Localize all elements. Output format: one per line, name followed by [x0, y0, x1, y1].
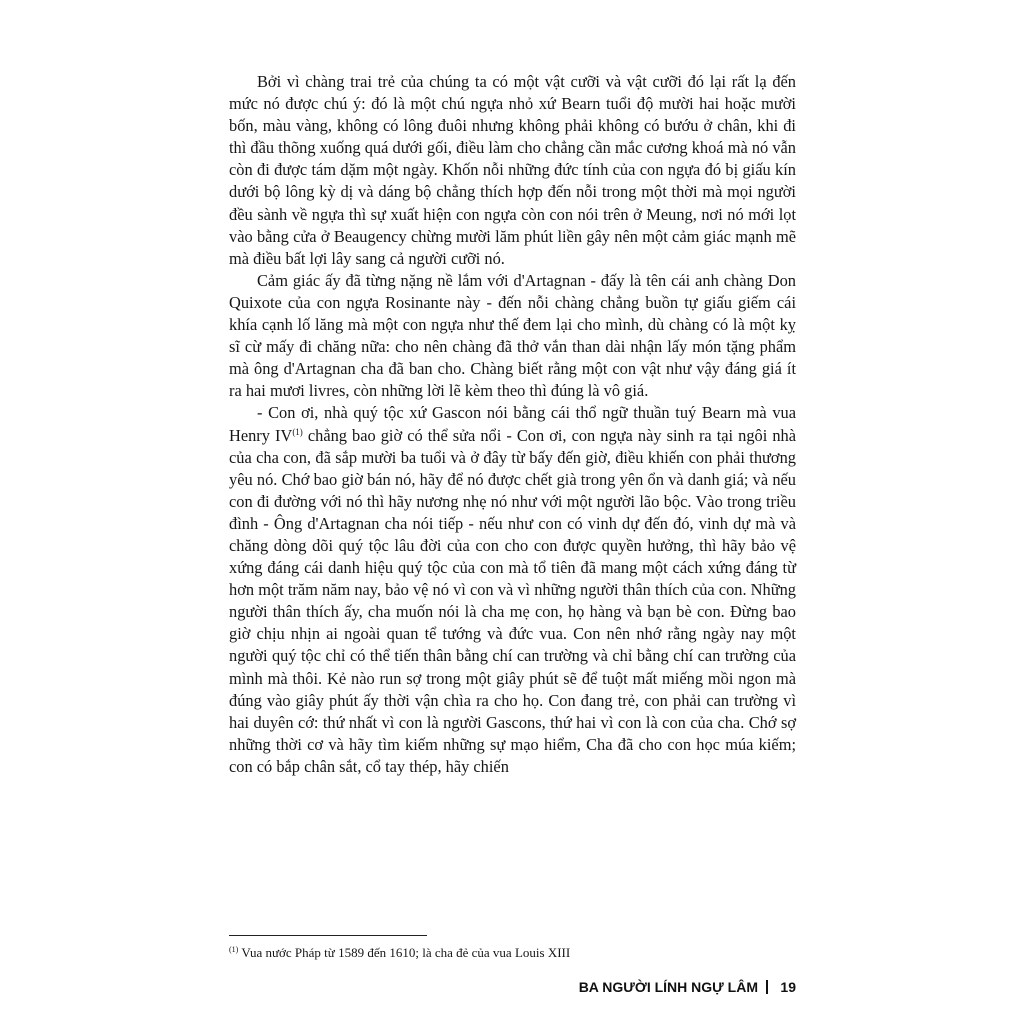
footnote — [229, 945, 796, 961]
paragraph-3-speech — [229, 402, 796, 778]
running-footer — [540, 977, 796, 997]
page-number: 19 — [780, 979, 796, 995]
running-title: BA NGƯỜI LÍNH NGỰ LÂM — [578, 979, 758, 995]
paragraph-2: Cảm giác ấy đã từng nặng nề lắm với d'Artagnan - đấy là tên cái anh chàng Don Quixote của con ngựa Rosinante này - đến nỗi chàng chẳng buồn tự giấu giếm cái khía cạnh lố lăng mà một con ngựa như thế đem lại cho mình, dù chàng có là một kỵ sĩ cừ mấy đi chăng nữa: cho nên chàng đã thở vắn than dài nhận lấy món tặng phẩm mà ông d'Artagnan cha đã ban cho. Chàng biết rằng một con vật như vậy đáng giá ít ra hai mươi livres, còn những lời lẽ kèm theo thì đúng là vô giá. — [229, 270, 796, 401]
speech-before-note: - Con ơi, nhà quý tộc xứ Gascon nói bằng cái thổ ngữ thuần tuý Bearn mà vua Henry IV — [229, 403, 796, 445]
footnote-divider — [229, 935, 427, 936]
footer-separator — [766, 980, 768, 994]
footnote-marker: (1) — [229, 945, 239, 954]
paragraph-1: Bởi vì chàng trai trẻ của chúng ta có một vật cưỡi và vật cưỡi đó lại rất lạ đến mức nó được chú ý: đó là một chú ngựa nhỏ xứ Bearn tuổi độ mười hai hoặc mười bốn, màu vàng, không có lông đuôi nhưng không phải không có bướu ở chân, khi đi thì đầu thõng xuống quá dưới gối, điều làm cho chẳng cần mắc cương khoá mà nó vẫn còn đi được tám dặm một ngày. Khốn nỗi những đức tính của con ngựa đó bị giấu kín dưới bộ lông kỳ dị và dáng bộ chẳng thích hợp đến nỗi trong một thời mà mọi người đều sành về ngựa thì sự xuất hiện con ngựa còn con nói trên ở Meung, nơi nó mới lọt vào bằng cửa ở Beaugency chừng mười lăm phút liền gây nên một cảm giác mạnh mẽ mà điều bất lợi lây sang cả người cưỡi nó. — [229, 72, 796, 268]
footnote-reference: (1) — [292, 426, 303, 437]
speech-after-note: chẳng bao giờ có thể sửa nổi - Con ơi, con ngựa này sinh ra tại ngôi nhà của cha con, đã sắp mười ba tuổi và ở đây từ bấy đến giờ, điều khiến con phải thương yêu nó. Chớ bao giờ bán nó, hãy để nó được chết già trong yên ổn và danh giá; và nếu con đi đường với nó thì hãy nương nhẹ nó như với một người lão bộc. Vào trong triều đình - Ông d'Artagnan cha nói tiếp - nếu như con có vinh dự đến đó, vinh dự mà và chăng dòng dõi quý tộc lâu đời của con cho con được quyền hưởng, thì hãy bảo vệ xứng đáng cái danh hiệu quý tộc của con mà tổ tiên đã mang một cách xứng đáng từ hơn một trăm năm nay, bảo vệ nó vì con và vì những người thân thích của con. Những người thân thích ấy, cha muốn nói là cha mẹ con, họ hàng và bạn bè con. Đừng bao giờ chịu nhịn ai ngoài quan tể tướng và đức vua. Con nên nhớ rằng ngày nay một người quý tộc chỉ có thể tiến thân bằng chí can trường và chỉ bằng chí can trường của mình mà thôi. Kẻ nào run sợ trong một giây phút sẽ để tuột mất miếng mồi ngon mà đúng vào giây phút ấy thời vận chìa ra cho họ. Con đang trẻ, con phải can trường vì hai duyên cớ: thứ nhất vì con là người Gascons, thứ hai vì con là con của cha. Chớ sợ những thời cơ và hãy tìm kiếm những sự mạo hiểm, Cha đã cho con học múa kiếm; con có bắp chân sắt, cổ tay thép, hãy chiến — [229, 425, 796, 776]
footnote-text: Vua nước Pháp từ 1589 đến 1610; là cha đẻ của vua Louis XIII — [238, 945, 571, 960]
body-text — [229, 71, 796, 778]
